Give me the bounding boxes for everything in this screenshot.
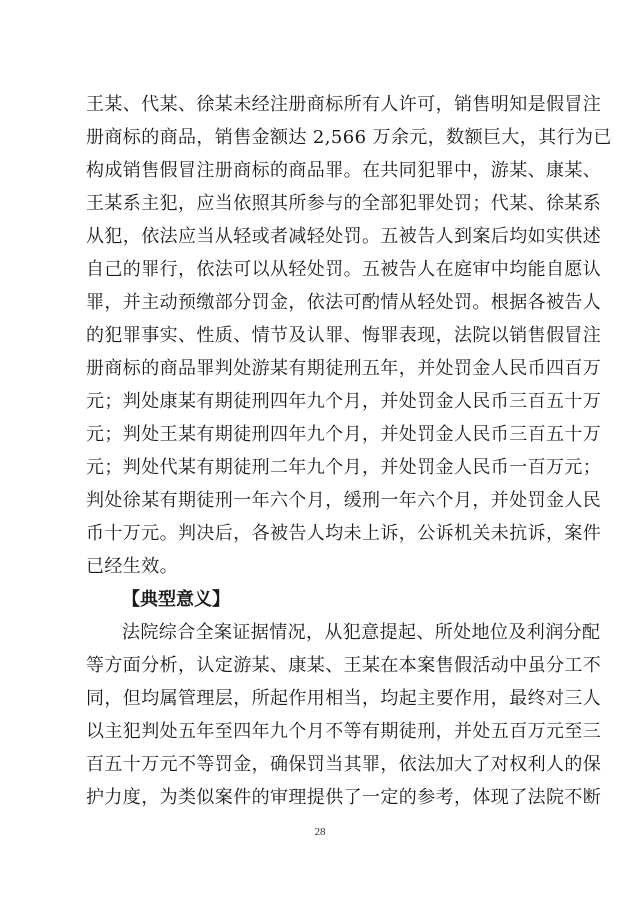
text-line: 元；判处康某有期徒刑四年九个月，并处罚金人民币三百五十万 <box>86 391 602 412</box>
text-line: 元；判处王某有期徒刑四年九个月，并处罚金人民币三百五十万 <box>86 424 602 445</box>
text-line: 构成销售假冒注册商标的商品罪。在共同犯罪中，游某、康某、 <box>86 160 602 181</box>
body-text <box>86 88 612 814</box>
text-line: 元；判处代某有期徒刑二年九个月，并处罚金人民币一百万元； <box>86 457 602 478</box>
text-line: 法院综合全案证据情况，从犯意提起、所处地位及利润分配 <box>122 622 601 643</box>
text-line: 罪，并主动预缴部分罚金，依法可酌情从轻处罚。根据各被告人 <box>86 292 602 313</box>
text-line: 已经生效。 <box>86 556 178 577</box>
text-line: 册商标的商品罪判处游某有期徒刑五年，并处罚金人民币四百万 <box>86 358 602 379</box>
paragraph-verdict <box>86 88 612 583</box>
text-line: 的犯罪事实、性质、情节及认罪、悔罪表现，法院以销售假冒注 <box>86 325 602 346</box>
text-line: 王某、代某、徐某未经注册商标所有人许可，销售明知是假冒注 <box>86 94 602 115</box>
text-line: 同，但均属管理层，所起作用相当，均起主要作用，最终对三人 <box>86 688 602 709</box>
text-line: 判处徐某有期徒刑一年六个月，缓刑一年六个月，并处罚金人民 <box>86 490 602 511</box>
text-line: 百五十万元不等罚金，确保罚当其罪，依法加大了对权利人的保 <box>86 754 602 775</box>
text-line: 册商标的商品，销售金额达 2,566 万余元，数额巨大，其行为已 <box>86 127 612 148</box>
text-line: 币十万元。判决后，各被告人均未上诉，公诉机关未抗诉，案件 <box>86 523 602 544</box>
text-line: 以主犯判处五年至四年九个月不等有期徒刑，并处五百万元至三 <box>86 721 602 742</box>
section-heading: 【典型意义】 <box>122 589 230 610</box>
text-line: 王某系主犯，应当依照其所参与的全部犯罪处罚；代某、徐某系 <box>86 193 602 214</box>
text-line: 等方面分析，认定游某、康某、王某在本案售假活动中虽分工不 <box>86 655 602 676</box>
paragraph-significance <box>86 616 602 814</box>
text-line: 自己的罪行，依法可以从轻处罚。五被告人在庭审中均能自愿认 <box>86 259 602 280</box>
text-line: 从犯，依法应当从轻或者减轻处罚。五被告人到案后均如实供述 <box>86 226 602 247</box>
text-line: 护力度，为类似案件的审理提供了一定的参考，体现了法院不断 <box>86 787 602 808</box>
page-number: 28 <box>314 826 326 838</box>
